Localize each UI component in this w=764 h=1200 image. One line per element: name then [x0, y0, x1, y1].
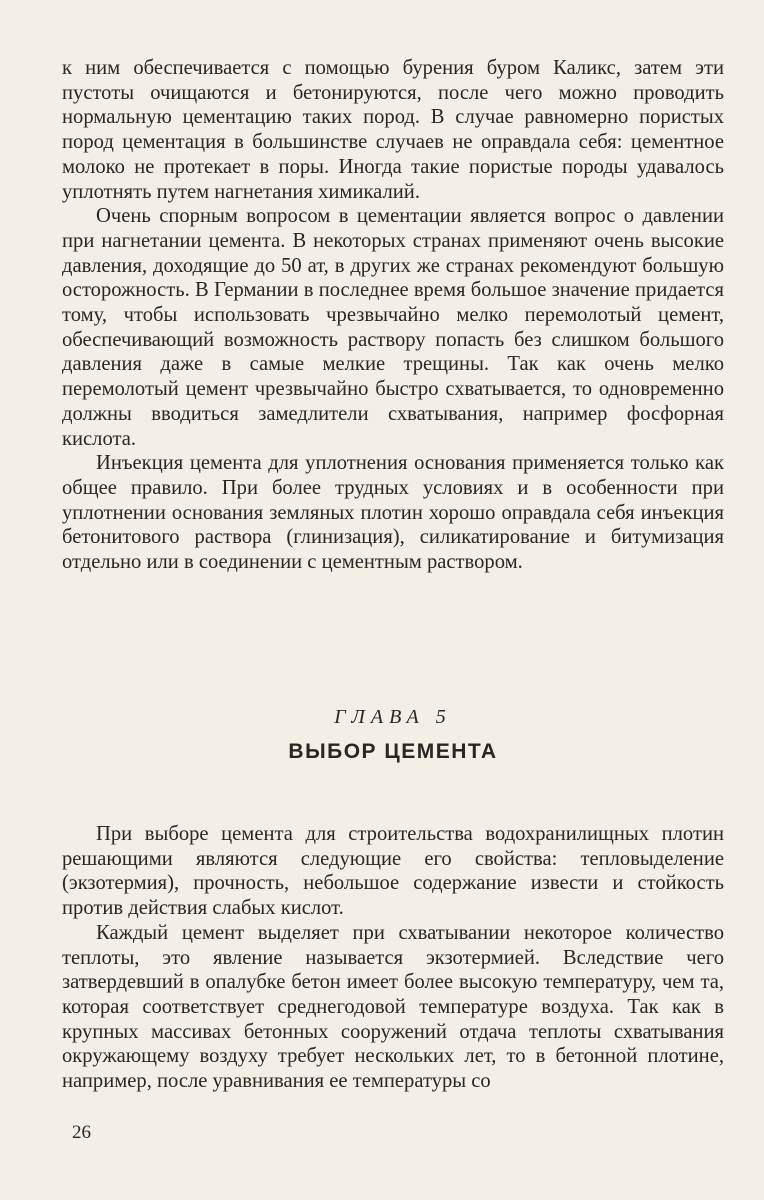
- chapter-title: ВЫБОР ЦЕМЕНТА: [288, 740, 498, 763]
- page-number: 26: [72, 1122, 91, 1143]
- text-block-top: [62, 56, 724, 575]
- book-page: [62, 56, 724, 1093]
- paragraph: к ним обеспечивается с помощью бурения буром Каликс, затем эти пустоты очищаются и бетонируются, после чего можно проводить нормальную цементацию таких пород. В случае равномерно пористых пород цементация в большинстве случаев не оправдала себя: цементное молоко не протекает в поры. Иногда такие пористые породы удавалось уплотнять путем нагнетания химикалий.: [62, 57, 724, 203]
- paragraph: Очень спорным вопросом в цементации является вопрос о давлении при нагнетании цемента. В некоторых странах применяют очень высокие давления, доходящие до 50 ат, в других же странах рекомендуют большую осторожность. В Германии в последнее время большое значение придается тому, чтобы использовать чрезвычайно мелко перемолотый цемент, обеспечивающий возможность раствору попасть без слишком большого давления даже в самые мелкие трещины. Так как очень мелко перемолотый цемент чрезвычайно быстро схватывается, то одновременно должны вводиться замедлители схватывания, например фосфорная кислота.: [62, 205, 724, 450]
- paragraph: При выборе цемента для строительства водохранилищных плотин решающими являются следующие его свойства: тепловыделение (экзотермия), прочность, небольшое содержание извести и стойкость против действия слабых кислот.: [62, 823, 724, 920]
- paragraph: Инъекция цемента для уплотнения основания применяется только как общее правило. При более трудных условиях и в особенности при уплотнении основания земляных плотин хорошо оправдала себя инъекция бетонитового раствора (глинизация), силикатирование и битумизация отдельно или в соединении с цементным раствором.: [62, 452, 724, 574]
- text-block-bottom: [62, 822, 724, 1094]
- chapter-label: ГЛАВА 5: [334, 706, 452, 728]
- paragraph: Каждый цемент выделяет при схватывании некоторое количество теплоты, это явление называется экзотермией. Вследствие чего затвердевший в опалубке бетон имеет более высокую температуру, чем та, которая соответствует среднегодовой температуре воздуха. Так как в крупных массивах бетонных сооружений отдача теплоты схватывания окружающему воздуху требует нескольких лет, то в бетонной плотине, например, после уравнивания ее температуры со: [62, 921, 724, 1093]
